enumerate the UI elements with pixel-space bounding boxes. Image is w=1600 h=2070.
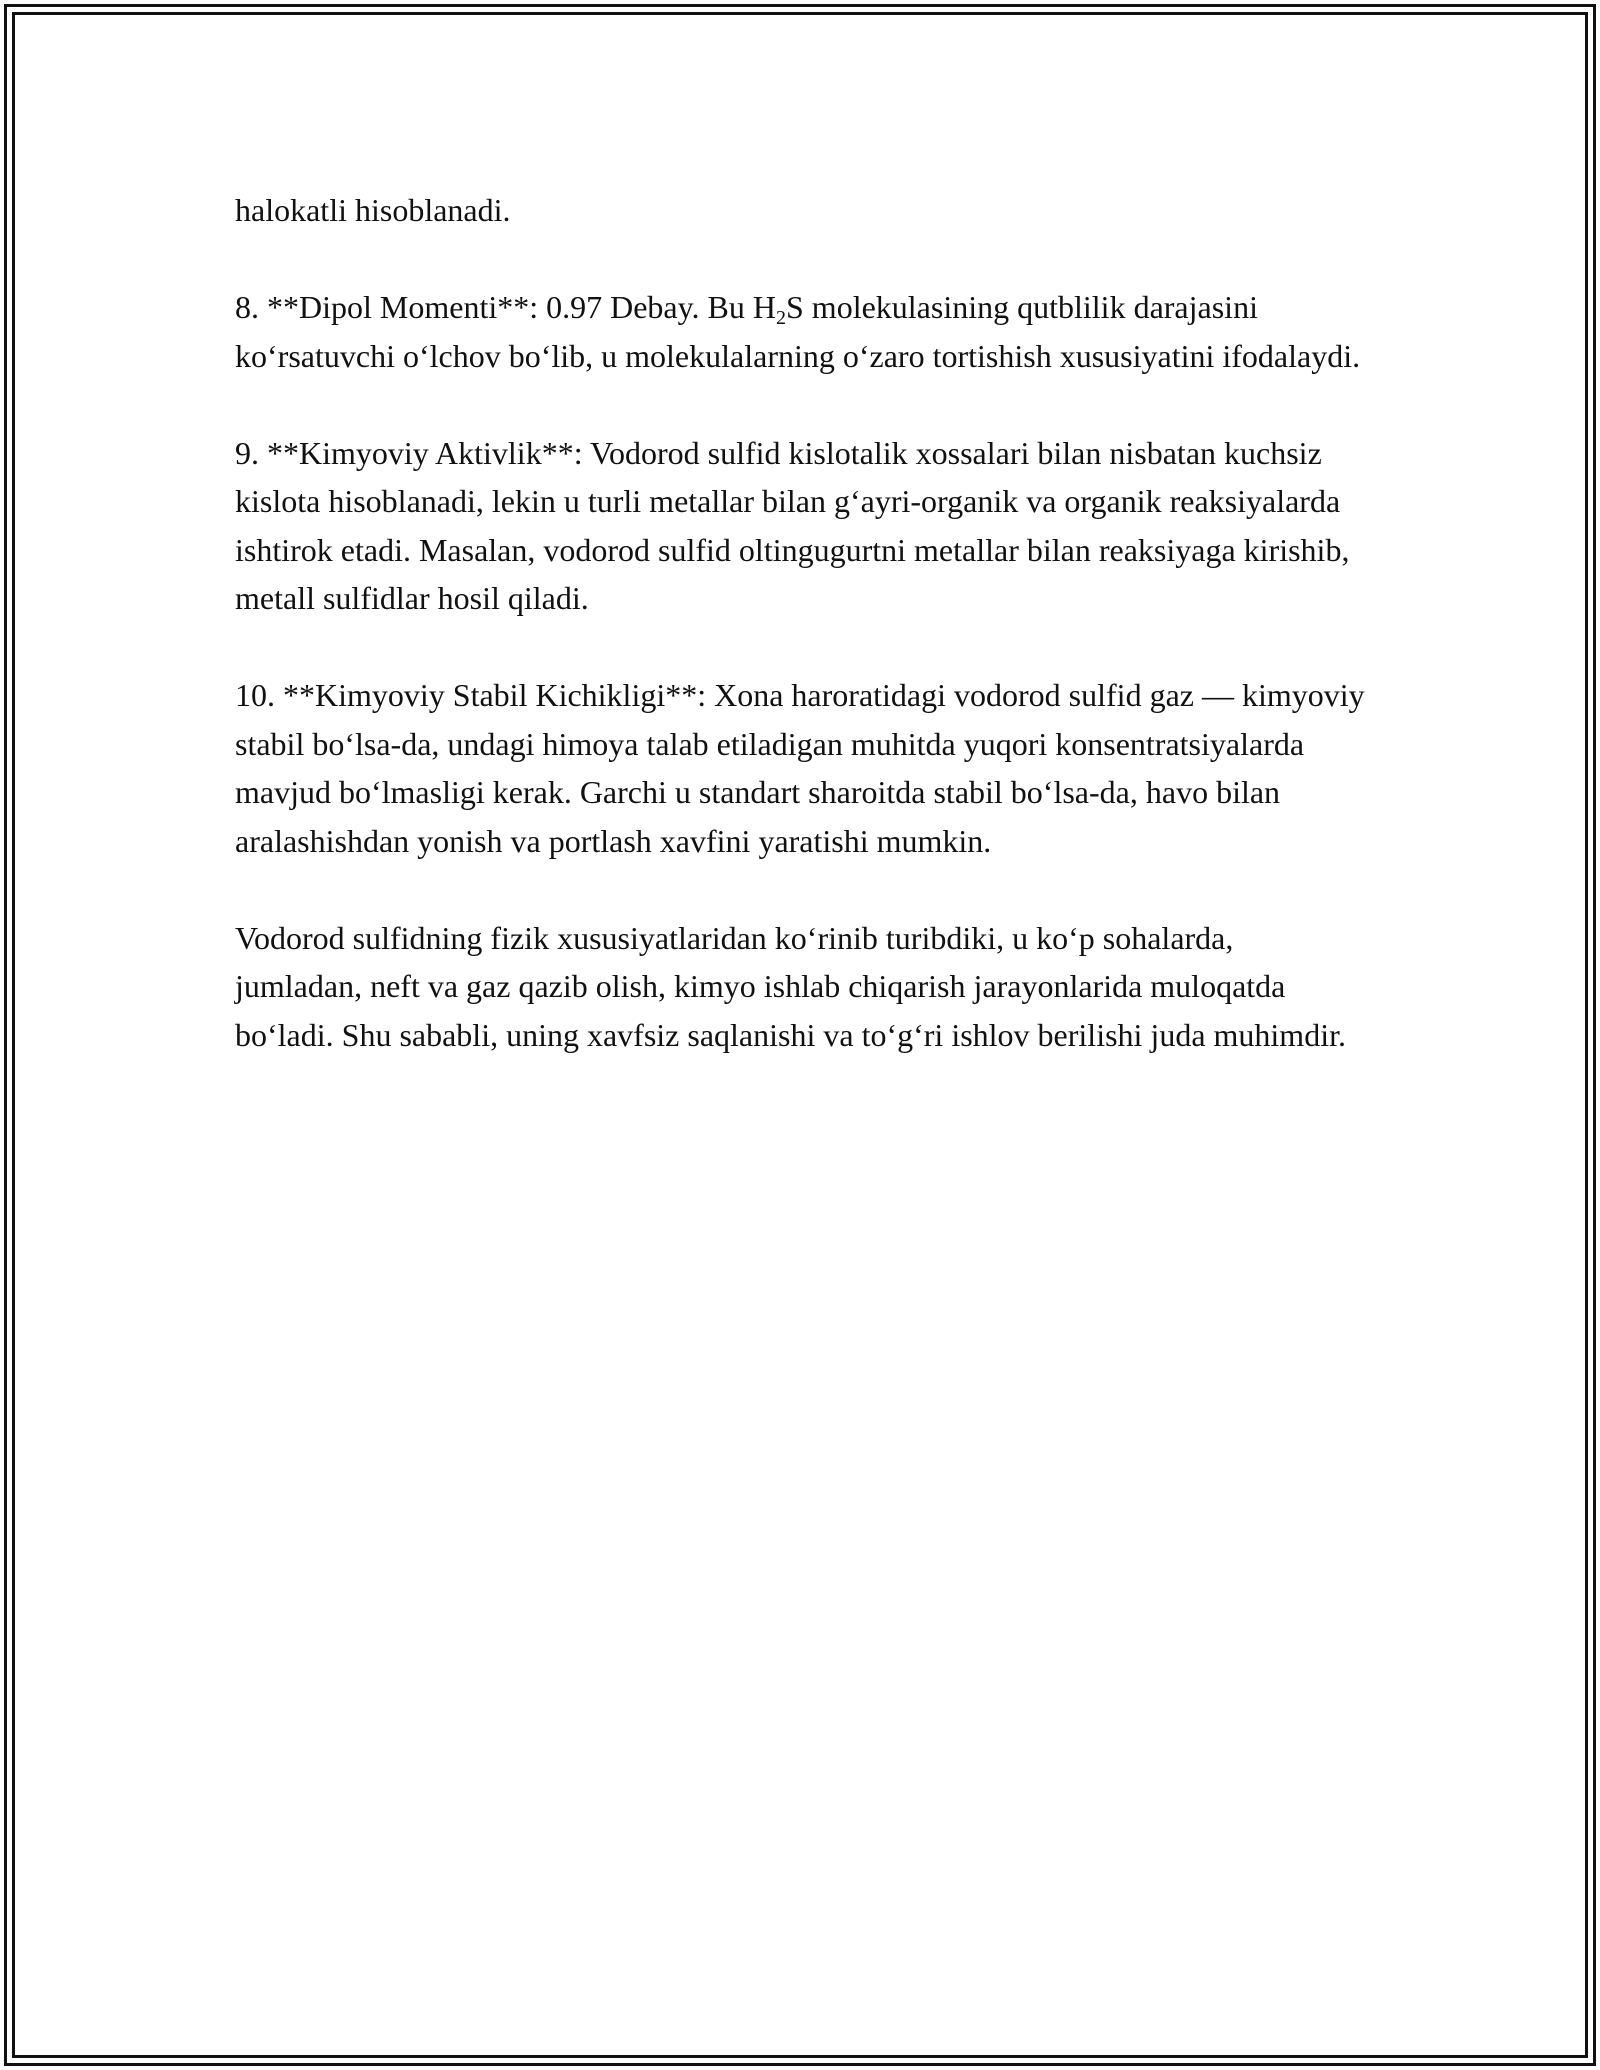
dipole-text-after: S molekulasining qutblilik darajasini ko‘rsatuvchi o‘lchov bo‘lib, u molekulalarning o‘zaro tortishish xususiyatini ifodalaydi. [235,289,1361,374]
document-body [235,186,1365,1108]
paragraph-chemical-stability: 10. **Kimyoviy Stabil Kichikligi**: Xona haroratidagi vodorod sulfid gaz — kimyoviy stabil bo‘lsa-da, undagi himoya talab etiladigan muhitda yuqori konsentratsiyalarda mavjud bo‘lmasligi kerak. Garchi u standart sharoitda stabil bo‘lsa-da, havo bilan aralashishdan yonish va portlash xavfini yaratishi mumkin. [235,677,1365,859]
h2s-subscript: 2 [776,307,786,329]
paragraph-dipole-moment [235,283,1365,380]
paragraph-continuation: halokatli hisoblanadi. [235,192,511,228]
paragraph-conclusion: Vodorod sulfidning fizik xususiyatlaridan ko‘rinib turibdiki, u ko‘p sohalarda, jumladan, neft va gaz qazib olish, kimyo ishlab chiqarish jarayonlarida muloqatda bo‘ladi. Shu sababli, uning xavfsiz saqlanishi va to‘g‘ri ishlov berilishi juda muhimdir. [235,919,1346,1053]
dipole-text-before: 8. **Dipol Momenti**: 0.97 Debay. Bu H [235,289,776,325]
paragraph-chemical-activity: 9. **Kimyoviy Aktivlik**: Vodorod sulfid kislotalik xossalari bilan nisbatan kuchsiz kislota hisoblanadi, lekin u turli metallar bilan g‘ayri-organik va organik reaksiyalarda ishtirok etadi. Masalan, vodorod sulfid oltingugurtni metallar bilan reaksiyaga kirishib, metall sulfidlar hosil qiladi. [235,434,1350,616]
